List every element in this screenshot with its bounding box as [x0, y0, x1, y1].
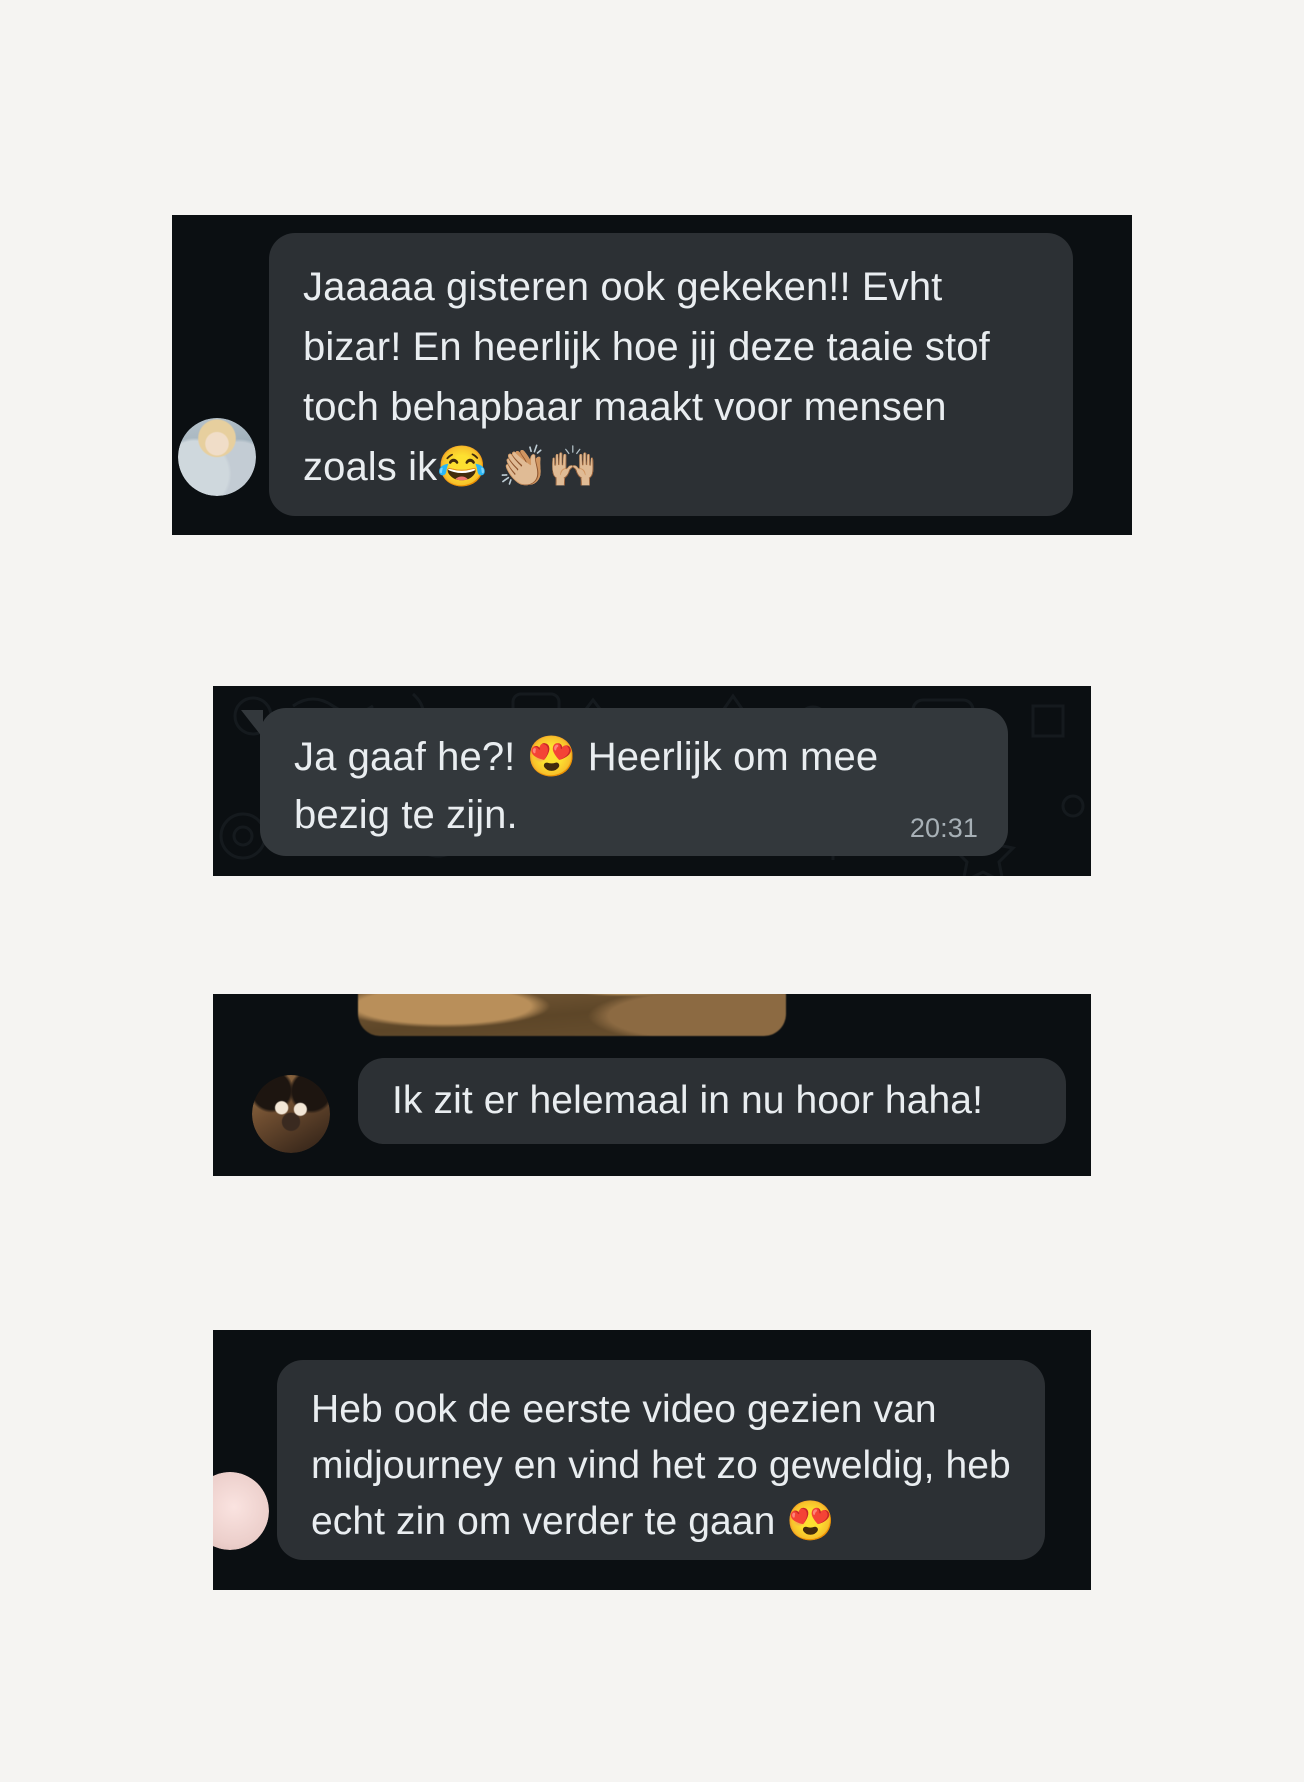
avatar — [213, 1472, 269, 1550]
bubble-tail — [241, 710, 263, 738]
chat-screenshot-crop-2 — [213, 686, 1091, 876]
chat-screenshot-crop-3 — [213, 994, 1091, 1176]
avatar — [178, 418, 256, 496]
avatar-image — [252, 1075, 330, 1153]
avatar — [252, 1075, 330, 1153]
message-text: Ik zit er helemaal in nu hoor haha! — [392, 1079, 984, 1122]
message-text: Jaaaaa gisteren ook gekeken!! Evht bizar! En heerlijk hoe jij deze taaie stof toch behapbaar maakt voor mensen zoals ik😂 👏🏼🙌🏼 — [303, 265, 990, 489]
message-bubble-incoming[interactable] — [358, 1058, 1066, 1144]
photo-attachment-partial[interactable] — [358, 994, 786, 1036]
message-bubble-outgoing[interactable] — [260, 708, 1008, 856]
message-bubble-incoming[interactable] — [277, 1360, 1045, 1560]
message-text: Ja gaaf he?! 😍 Heerlijk om mee bezig te zijn. — [294, 735, 879, 837]
message-bubble-incoming[interactable] — [269, 233, 1073, 516]
avatar-image — [178, 418, 256, 496]
avatar-image — [213, 1472, 269, 1550]
chat-screenshot-crop-1 — [172, 215, 1132, 535]
message-timestamp: 20:31 — [909, 813, 978, 843]
message-text: Heb ook de eerste video gezien van midjourney en vind het zo geweldig, heb echt zin om verder te gaan 😍 — [311, 1388, 1011, 1543]
chat-screenshot-crop-4 — [213, 1330, 1091, 1590]
